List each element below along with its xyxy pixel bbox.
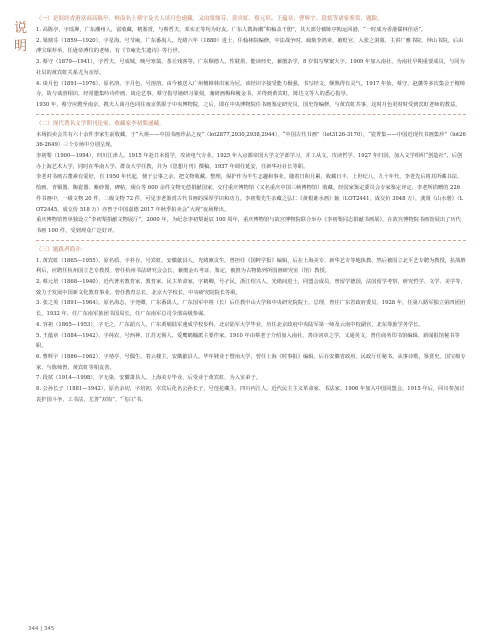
- paragraph: 5. 王蕴章（1884—1942），字莼农，号西神，江苏无锡人。爱鹰鹤槭派主要作家。1910 年由蔡老子介绍加入南社，善诗词章之学，又通英文，曾任商务印书馆编辑、新闻报馆秘书等职。: [36, 332, 460, 350]
- section-heading: （一）是很经香港富商高陈亭、岭南名士蔡守及夫人谈月色递藏，又由梁鼎芬、黄宾虹、蔡元培、王蕴章、曹辉宇、段拭等诸家鉴赏、题跋。: [36, 16, 383, 22]
- side-title-char: 明: [14, 39, 28, 54]
- page-number: 344 | 345: [28, 626, 55, 632]
- paragraph: 2. 蔡元培（1868—1940），近代著名教育家、教育家、民主革命家，字鹤卿，号孑民，浙江绍兴人。光绪间进士，同盟会成员，曾留学德国，法国留学考察，研究哲学、文学、美学等，致力于发展中国新文化教育事业。曾任教育总长，北京大学校长，中央研究院院长等职。: [36, 279, 466, 296]
- section-collector: [36, 119, 466, 237]
- paragraph: 3. 张之英（1891—1964），原名海志，字尧卿，广东番禺人。广东国军中将（长）后任教中山大学和中央研究院院士，总理，曾任广东省政府委员，1928 年，任第八路军独立第四团团长，1932 年，任广东南军旅团书国局长，任广东南军总司令部高级参谋。: [36, 300, 466, 318]
- section-heading: （三）题跋者简介：: [36, 246, 87, 253]
- paragraph: 1930 年，蔡守应聘至南京，携夫人谈月色同往南京供职于中央博物院，之后，即在中央博物院任书画鉴定研究员，国史馆编修，与黄宾虹共事，这时月色更时时受到宾虹老师的教益。: [36, 101, 461, 108]
- paragraph: 1. 黄宾虹（1865—1955），原名质，字朴存，号宾虹，安徽歙县人，光绪廪贡生。曾担任《国粹学报》编辑，后在上海美专、新华艺专等地执教，然后被国立北平艺专聘为教授，抗战胜利后，应聘任杭州国立艺专教授。曾任杭州书法研究会会长，兼擅金石考证、鉴定，被推为古物陈列所国画研究室（馆）教授。: [36, 257, 466, 275]
- paragraph: 李初梨（1900—1994），四川江津人。1915 年赴日本留学，攻读电气专业。1925 年入京都帝国大学文学部学习，并工从文，攻读哲学。1927 年归国，加入文学组织“创造社”，后创办上海艺术大学，同时在华南大学、群众大学任教，并为《思想月刊》撰稿。1937 年调任延安，任新华社社长等职。: [36, 153, 463, 170]
- section-divider: [36, 114, 466, 115]
- paragraph: 4. 谈月色（1891—1976），原名溶，字月色，号溶溶。由今被送入广州檀樟林出家为尼。该经识字接受能力极强，书写经文，颇熟得有灵气。1917 年始，蔡守，赵藩等多次集会于檀樟寺。故与谈溶相识，经常邀集吟诗作画，谈论艺事。蔡守指导她研习篆刻，兼研画梅和瘦金书，并得到黄宾虹，陈达文等人的悉心指导。: [36, 80, 466, 98]
- paragraph: 1. 高陈亭，字瑶墀，广东潮州人，富收藏，精鉴赏，与蔡哲夫、邓实正等均为好友。广东人镌海潮“积稿盖千册”，其大部分被陈亭购运回港，“一时成为香港儒林佳话”。: [36, 27, 427, 33]
- paragraph: 本场拍卖会共有六十余件李家生前收藏，于“大观——中国书画珍品之夜”（lot2877,2930,2938,2944），“中国古代书画”（lot3126-3170），“瓷菁集——中国近现代书画集珍”（lot2636-2649）三个专场中分别呈现。: [36, 131, 466, 149]
- document-body: [36, 14, 466, 406]
- section-inscribers: [36, 245, 466, 406]
- side-title: [14, 20, 28, 56]
- paragraph: 2. 梁鼎芬（1859—1920），字星海，号节庵，广东番禺人。光绪六年（1880）进士，任翰林院编修。中法战争时，疏劾李鸿章，被贬官，入张之洞幕，主讲广雅书院、钟山书院。后由溥宝琛荐举，任逊帝溥仪的老师，有《节庵先生遗诗》等行世。: [36, 37, 464, 55]
- paragraph: 3. 蔡守（1879—1941），字哲夫，号成城，晚号寒翁，茶丘残客等。广东顺德人。性耽墨，能读经史，兼擅杂学，8 岁俱写擘窠大字。1909 年加入南社，为南社早期重要成员，与同为社员的黄宾虹关系尤为亲厚。: [36, 59, 465, 76]
- section-heading: （二）现代著名文学期刊论家、收藏家李初梨递藏。: [36, 120, 165, 127]
- paragraph: 重庆博物馆曾单独设立“李初梨捐献文物展厅”，2000 年，为纪念李初梨诞辰 100 周年，重庆博物馆与故宫博物院联合举办《李初梨同志捐献书画展》，在故宫博物院书画馆展出了历代书画 100 件，受到观众广泛好评。: [36, 217, 461, 234]
- paragraph: 6. 曹辉宇（1886—1962），字靖亭，号偶生，着云楼主，安徽歙县人。毕年肄业于暨南大学，曾任上海《时事报》编辑，后在安徽省政府，民政厅任秘书。从事诗歌，鉴赏史。国宝级专家，与陈师曾，黄宾虹等相友善。: [36, 353, 466, 371]
- side-title-char: 说: [14, 21, 28, 36]
- paragraph: 8. 公孙长子（1881—1942），原名余切，字培初，幸宾后化名公孙长子，号莲花藏主，四川内江人。近代民主主义革命家、书法家。1906 年加入中国同盟会。1915 年后，回川参加讨袁护国斗争，工书法，尤善“双钩”、“飞白”书。: [36, 386, 465, 403]
- section-divider: [36, 240, 466, 241]
- paragraph: 李老对书画古董素有爱好，自 1950 年代起，便于公事之余，把文物收藏，整理，保护作为半生志趣和事业。随着日积月累，收藏日丰，上世纪八、九十年代，李老先后将其所藏书法、绘画、青铜器、陶瓷器、紫砂器，碑帖，砚台等 600 余件文物无偿捐献国家，交付重庆博物馆（又名重庆中国三峡博物馆）收藏。经国家鉴定委员会专家鉴定评定，李老所捐赠的 226 件书画中，一级文物 20 件，二级文物 72 件，可见李老鉴赏古代书画的深厚学识和功力。李初梨先生亲藏之弘仁《黄根谁水画》轴（LOT2441，成交价 3048 万），龚贤《山水册》（LOT2445，成交价 518 万）亦曾于中国嘉德 2017 年秋季拍卖会“大观”夜场释出。: [36, 174, 464, 213]
- section-provenance: [36, 14, 466, 111]
- paragraph: 4. 容祖（1865—1953），字无之，广东韶兴人，广东黄埔陆军速成学校步科，北京陆军大学毕业，历任北京政府中央陆军第一师及云南中校副官，北东筹旅学务学长。: [36, 321, 424, 328]
- paragraph: 7. 段拭（1914—1998），字无染，安徽萧县人。上海美专毕业，后受业于黄宾虹，为入室弟子。: [36, 375, 262, 382]
